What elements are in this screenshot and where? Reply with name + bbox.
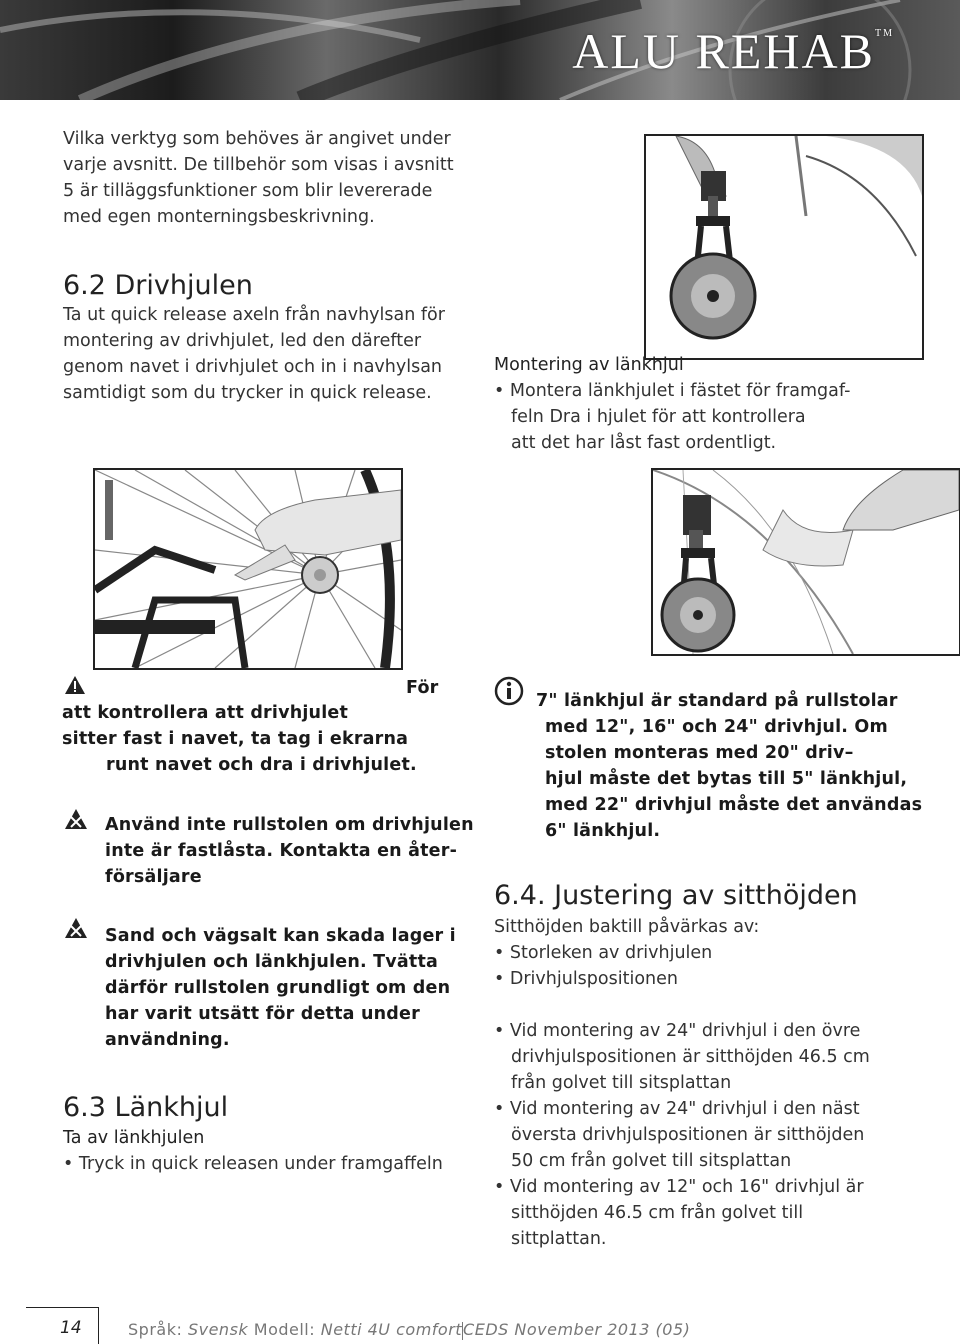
- text-line: sitter fast i navet, ta tag i ekrarna: [62, 729, 409, 749]
- warning1-word: För: [406, 678, 439, 698]
- text-line: från golvet till sitsplattan: [511, 1073, 732, 1093]
- bullet-marker: •: [494, 1177, 510, 1197]
- text-line: drivhjulspositionen är sitthöjden 46.5 cm: [511, 1047, 870, 1067]
- section-heading-6-4: 6.4. Justering av sitthöjden: [494, 880, 858, 911]
- intro-line: 5 är tilläggsfunktioner som blir levererade: [63, 181, 433, 201]
- text-line: Montera länkhjulet i fästet för framgaf-: [509, 381, 851, 401]
- warning1-text: [62, 700, 417, 778]
- intro-paragraph: [63, 126, 454, 230]
- bullet-marker: •: [494, 943, 510, 963]
- caster-pull-illustration: [653, 470, 959, 654]
- bullet-marker: •: [63, 1154, 79, 1174]
- info-icon: [494, 676, 524, 710]
- text-line: 50 cm från golvet till sitsplattan: [511, 1151, 792, 1171]
- text-line: inte är fastlåsta. Kontakta en åter-: [105, 841, 458, 861]
- footer-model-label: Modell:: [253, 1320, 316, 1339]
- bullet-marker: •: [494, 1099, 510, 1119]
- brand-logo: ALU REHAB™: [572, 23, 894, 79]
- section-6-4-items: [494, 1018, 870, 1252]
- text-line: sittplattan.: [511, 1229, 607, 1249]
- text-line: Storleken av drivhjulen: [509, 943, 713, 963]
- bullet-marker: •: [494, 381, 510, 401]
- page-header: [0, 0, 960, 100]
- text-line: sitthöjden 46.5 cm från golvet till: [511, 1203, 804, 1223]
- footer-ceds: CEDS November 2013 (05): [463, 1320, 691, 1339]
- text-line: Vid montering av 12" och 16" drivhjul är: [509, 1177, 864, 1197]
- text-line: samtidigt som du trycker in quick release.: [63, 383, 432, 403]
- text-line: översta drivhjulspositionen är sitthöjden: [511, 1125, 865, 1145]
- intro-line: Vilka verktyg som behöves är angivet under: [63, 129, 451, 149]
- text-line: därför rullstolen grundligt om den: [105, 978, 451, 998]
- prohibition-icon: [64, 917, 88, 943]
- text-line: Använd inte rullstolen om drivhjulen: [105, 815, 474, 835]
- caster-illustration: [646, 136, 922, 358]
- text-line: Vid montering av 24" drivhjul i den övre: [509, 1021, 861, 1041]
- page-number-box: [26, 1307, 99, 1344]
- warning-icon: [64, 675, 86, 699]
- text-line: montering av drivhjulet, led den därefter: [63, 331, 422, 351]
- warning3-text: [105, 923, 456, 1053]
- text-line: feln Dra i hjulet för att kontrollera: [511, 407, 806, 427]
- text-line: har varit utsätt för detta under: [105, 1004, 420, 1024]
- section-6-4-factors: [494, 940, 712, 992]
- text-line: Tryck in quick releasen under framgaffeln: [78, 1154, 443, 1174]
- text-line: att kontrollera att drivhjulet: [62, 703, 349, 723]
- text-line: runt navet och dra i drivhjulet.: [106, 755, 417, 775]
- text-line: genom navet i drivhjulet och in i navhylsan: [63, 357, 443, 377]
- wheel-hub-illustration: [95, 470, 401, 668]
- text-line: Ta ut quick release axeln från navhylsan för: [63, 305, 445, 325]
- footer-lang-label: Språk:: [128, 1320, 183, 1339]
- text-line: användning.: [105, 1030, 230, 1050]
- text-line: med 12", 16" och 24" drivhjul. Om: [545, 717, 888, 737]
- text-line: Vid montering av 24" drivhjul i den näst: [509, 1099, 860, 1119]
- text-line: Drivhjulspositionen: [509, 969, 678, 989]
- intro-line: med egen monterningsbeskrivning.: [63, 207, 375, 227]
- footer-lang-value: Svensk: [187, 1320, 249, 1339]
- section-6-4-sub: Sitthöjden baktill påvärkas av:: [494, 917, 760, 937]
- wheel-hub-photo: [93, 468, 403, 670]
- section-6-3-sub: Ta av länkhjulen: [63, 1128, 205, 1148]
- info-text: [536, 688, 922, 844]
- page-number: 14: [60, 1318, 82, 1338]
- section-heading-6-3: 6.3 Länkhjul: [63, 1092, 229, 1123]
- text-line: Sand och vägsalt kan skada lager i: [105, 926, 456, 946]
- caster-mount-title: Montering av länkhjul: [494, 355, 684, 375]
- footer-model-value: Netti 4U comfort: [320, 1320, 463, 1339]
- text-line: hjul måste det bytas till 5" länkhjul,: [545, 769, 908, 789]
- footer-meta: [128, 1320, 690, 1340]
- prohibition-icon: [64, 808, 88, 834]
- caster-mount-photo: [644, 134, 924, 360]
- bullet-marker: •: [494, 1021, 510, 1041]
- text-line: stolen monteras med 20" driv–: [545, 743, 854, 763]
- section-6-3-bullet: [63, 1151, 443, 1177]
- warning2-text: [105, 812, 474, 890]
- intro-line: varje avsnitt. De tillbehör som visas i avsnitt: [63, 155, 454, 175]
- caster-pull-photo: [651, 468, 960, 656]
- text-line: med 22" drivhjul måste det användas: [545, 795, 923, 815]
- text-line: drivhjulen och länkhjulen. Tvätta: [105, 952, 439, 972]
- text-line: försäljare: [105, 867, 202, 887]
- section-6-2-text: [63, 302, 445, 406]
- caster-mount-bullet: [494, 378, 850, 456]
- bullet-marker: •: [494, 969, 510, 989]
- text-line: 7" länkhjul är standard på rullstolar: [536, 691, 898, 711]
- text-line: 6" länkhjul.: [545, 821, 661, 841]
- text-line: att det har låst fast ordentligt.: [511, 433, 777, 453]
- section-heading-6-2: 6.2 Drivhjulen: [63, 270, 253, 301]
